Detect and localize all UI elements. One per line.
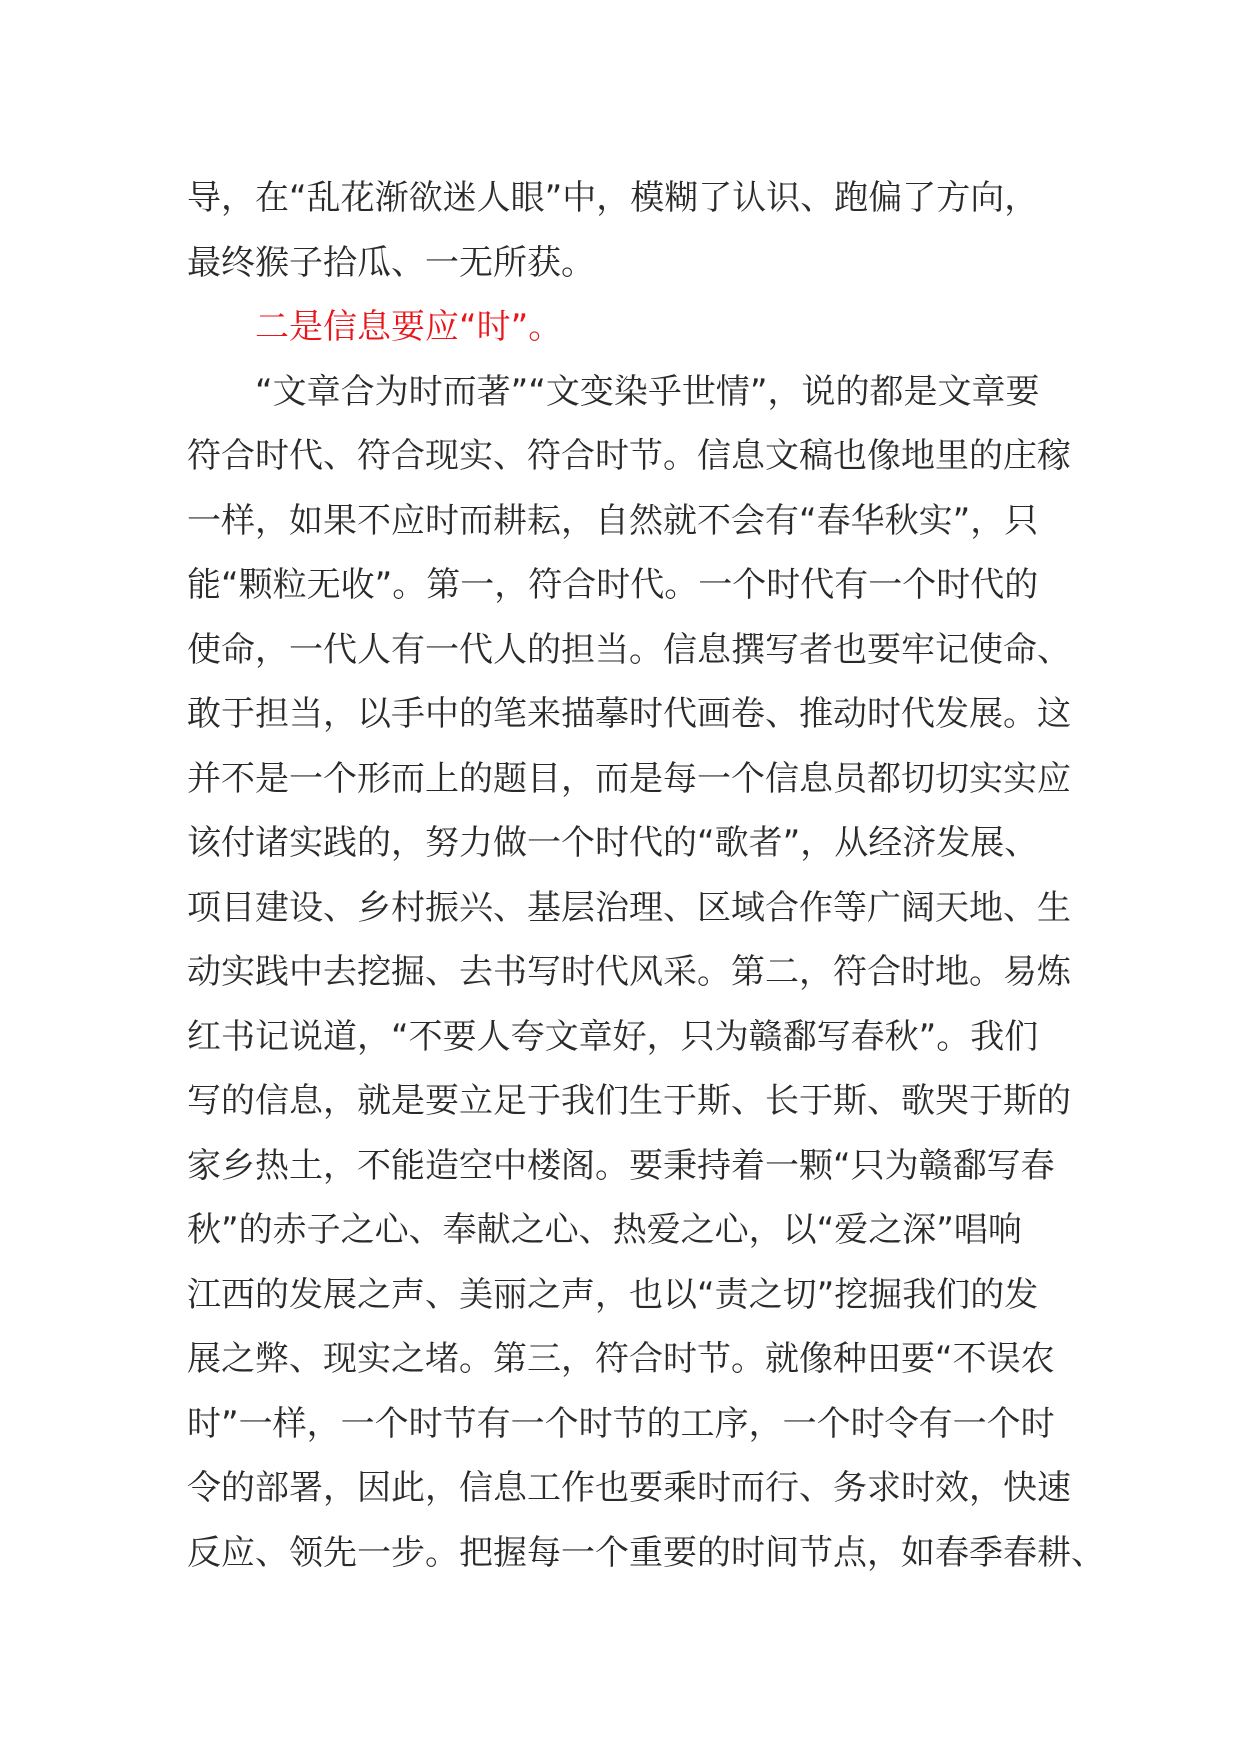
text-line-11: 该付诸实践的，努力做一个时代的“歌者”，从经济发展、 — [187, 823, 1039, 863]
text-line-2: 最终猴子拾瓜、一无所获。 — [187, 242, 595, 283]
text-line-9: 敢于担当，以手中的笔来描摹时代画卷、推动时代发展。这 — [187, 694, 1071, 734]
text-line-4: “文章合为时而著”“文变染乎世情”，说的都是文章要 — [255, 371, 1040, 412]
text-line-19: 展之弊、现实之堵。第三，符合时节。就像种田要“不误农 — [187, 1339, 1055, 1379]
text-line-8: 使命，一代人有一代人的担当。信息撰写者也要牢记使命、 — [187, 629, 1071, 670]
text-line-13: 动实践中去挖掘、去书写时代风采。第二，符合时地。易炼 — [187, 952, 1071, 992]
text-line-1: 导，在“乱花渐欲迷人眼”中，模糊了认识、跑偏了方向， — [187, 178, 1039, 218]
text-line-16: 家乡热土，不能造空中楼阁。要秉持着一颗“只为赣鄱写春 — [187, 1145, 1055, 1186]
section-heading: 二是信息要应“时”。 — [255, 307, 563, 347]
text-line-7: 能“颗粒无收”。第一，符合时代。一个时代有一个时代的 — [187, 565, 1039, 605]
text-line-6: 一样，如果不应时而耕耘，自然就不会有“春华秋实”，只 — [187, 500, 1039, 541]
text-line-18: 江西的发展之声、美丽之声，也以“责之切”挖掘我们的发 — [187, 1274, 1039, 1315]
text-line-15: 写的信息，就是要立足于我们生于斯、长于斯、歌哭于斯的 — [187, 1081, 1071, 1121]
text-line-12: 项目建设、乡村振兴、基层治理、区域合作等广阔天地、生 — [187, 887, 1071, 928]
text-line-5: 符合时代、符合现实、符合时节。信息文稿也像地里的庄稼 — [187, 436, 1071, 476]
text-line-20: 时”一样，一个时节有一个时节的工序，一个时令有一个时 — [187, 1403, 1055, 1444]
text-line-21: 令的部署，因此，信息工作也要乘时而行、务求时效，快速 — [187, 1468, 1071, 1508]
text-line-14: 红书记说道，“不要人夸文章好，只为赣鄱写春秋”。我们 — [187, 1016, 1039, 1057]
text-line-17: 秋”的赤子之心、奉献之心、热爱之心，以“爱之深”唱响 — [187, 1210, 1022, 1250]
text-line-22: 反应、领先一步。把握每一个重要的时间节点，如春季春耕、 — [187, 1532, 1105, 1573]
document-body — [187, 166, 1105, 1585]
text-line-10: 并不是一个形而上的题目，而是每一个信息员都切切实实应 — [187, 758, 1071, 799]
